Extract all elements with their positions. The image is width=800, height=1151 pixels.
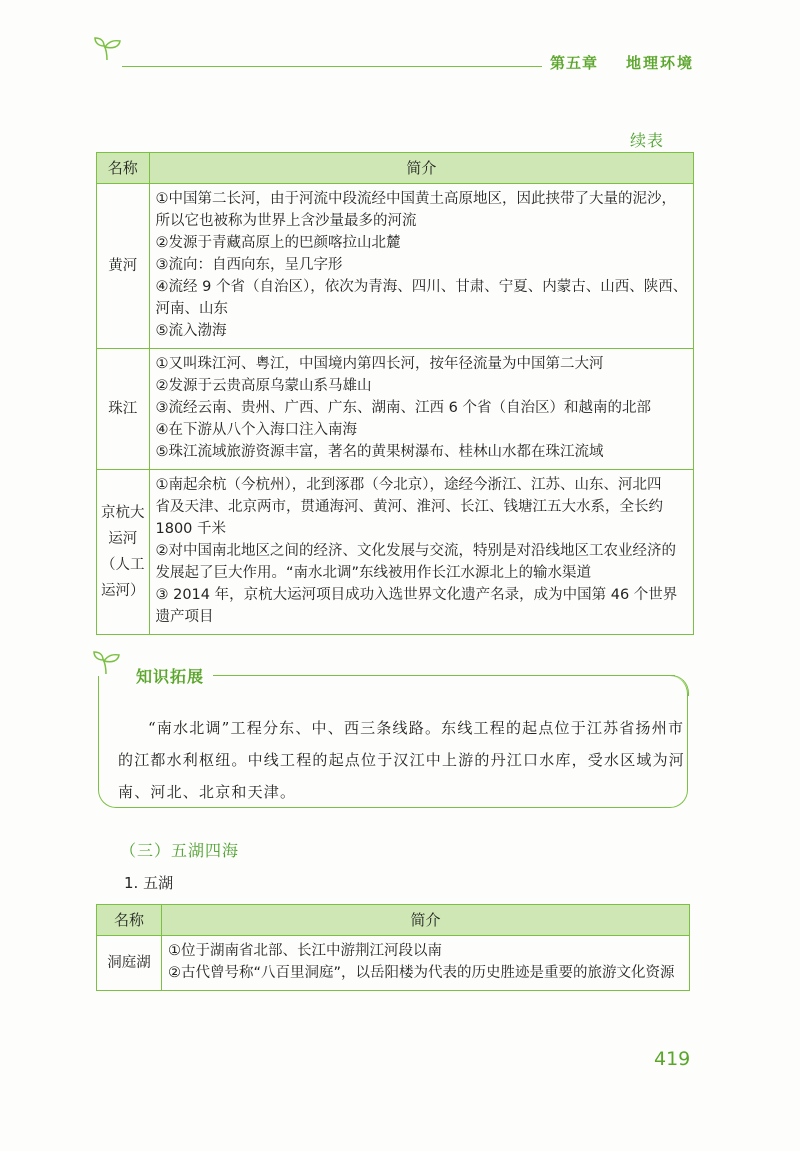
column-header-intro: 简介: [149, 153, 694, 184]
content-line: ④流经 9 个省（自治区），依次为青海、四川、甘肃、宁夏、内蒙古、山西、陕西、: [155, 279, 688, 295]
content-line: ②发源于云贵高原乌蒙山系马雄山: [155, 378, 372, 394]
section-heading: （三）五湖四海: [120, 841, 240, 860]
row-content-dongting: [162, 936, 690, 991]
content-line: 省及天津、北京两市，贯通海河、黄河、淮河、长江、钱塘江五大水系，全长约: [155, 499, 663, 515]
table-header-row: [97, 153, 694, 184]
content-line: ②发源于青藏高原上的巴颜喀拉山北麓: [155, 235, 401, 251]
content-line: ③流经云南、贵州、广西、广东、湖南、江西 6 个省（自治区）和越南的北部: [155, 400, 651, 416]
content-line: ③ 2014 年，京杭大运河项目成功入选世界文化遗产名录，成为中国第 46 个世界: [155, 587, 678, 603]
row-name-zhujiang: 珠江: [97, 349, 150, 470]
table-row: [97, 470, 694, 635]
column-header-name: 名称: [97, 905, 162, 936]
column-header-intro: 简介: [162, 905, 690, 936]
content-line: ⑤珠江流域旅游资源丰富，著名的黄果树瀑布、桂林山水都在珠江流域: [155, 444, 604, 460]
knowledge-extension-title: 知识拓展: [136, 667, 205, 686]
content-line: ①位于湖南省北部、长江中游荆江河段以南: [168, 943, 442, 959]
name-line: 运河: [108, 531, 138, 547]
row-content-huanghe: [149, 184, 694, 349]
content-line: 发展起了巨大作用。“南水北调”东线被用作长江水源北上的输水渠道: [155, 565, 592, 581]
header-divider: [122, 66, 542, 67]
content-line: 所以它也被称为世界上含沙量最多的河流: [155, 213, 417, 229]
content-line: 1800 千米: [155, 521, 227, 537]
chapter-label: 第五章: [550, 54, 599, 72]
content-line: ①又叫珠江河、粤江，中国境内第四长河，按年径流量为中国第二大河: [155, 356, 604, 372]
row-name-huanghe: 黄河: [97, 184, 150, 349]
row-content-grand-canal: [149, 470, 694, 635]
content-line: 遗产项目: [155, 609, 214, 625]
subsection-heading: 1. 五湖: [124, 874, 174, 892]
rivers-table: [96, 152, 694, 635]
paragraph-line: 南、河北、北京和天津。: [118, 783, 297, 801]
row-name-grand-canal: [97, 470, 150, 635]
box-corner: [668, 675, 689, 696]
paragraph-line: 的江都水利枢纽。中线工程的起点位于汉江中上游的丹江口水库，受水区域为河: [118, 751, 686, 769]
row-name-dongting: 洞庭湖: [97, 936, 162, 991]
name-line: （人工: [101, 557, 145, 573]
content-line: ①南起余杭（今杭州），北到涿郡（今北京），途经今浙江、江苏、山东、河北四: [155, 477, 662, 493]
table-row: [97, 184, 694, 349]
content-line: ②古代曾号称“八百里洞庭”，以岳阳楼为代表的历史胜迹是重要的旅游文化资源: [168, 965, 675, 981]
continued-label: 续表: [630, 131, 665, 150]
table-row: [97, 936, 690, 991]
content-line: 河南、山东: [155, 301, 228, 317]
page-header: [0, 0, 800, 90]
chapter-subject: 地理环境: [626, 54, 695, 72]
content-line: ④在下游从八个入海口注入南海: [155, 422, 357, 438]
sprout-icon: [93, 36, 123, 66]
page-number: 419: [654, 1048, 691, 1070]
column-header-name: 名称: [97, 153, 150, 184]
content-line: ⑤流入渤海: [155, 323, 227, 339]
paragraph-line: “南水北调”工程分东、中、西三条线路。东线工程的起点位于江苏省扬州市: [148, 719, 685, 737]
knowledge-extension-text: [118, 712, 686, 808]
table-row: [97, 349, 694, 470]
table-header-row: [97, 905, 690, 936]
name-line: 京杭大: [101, 505, 145, 521]
content-line: ②对中国南北地区之间的经济、文化发展与交流，特别是对沿线地区工农业经济的: [155, 543, 676, 559]
lakes-table: [96, 904, 690, 991]
content-line: ③流向：自西向东，呈几字形: [155, 257, 343, 273]
name-line: 运河）: [101, 583, 145, 599]
row-content-zhujiang: [149, 349, 694, 470]
content-line: ①中国第二长河，由于河流中段流经中国黄土高原地区，因此挟带了大量的泥沙，: [155, 191, 676, 207]
